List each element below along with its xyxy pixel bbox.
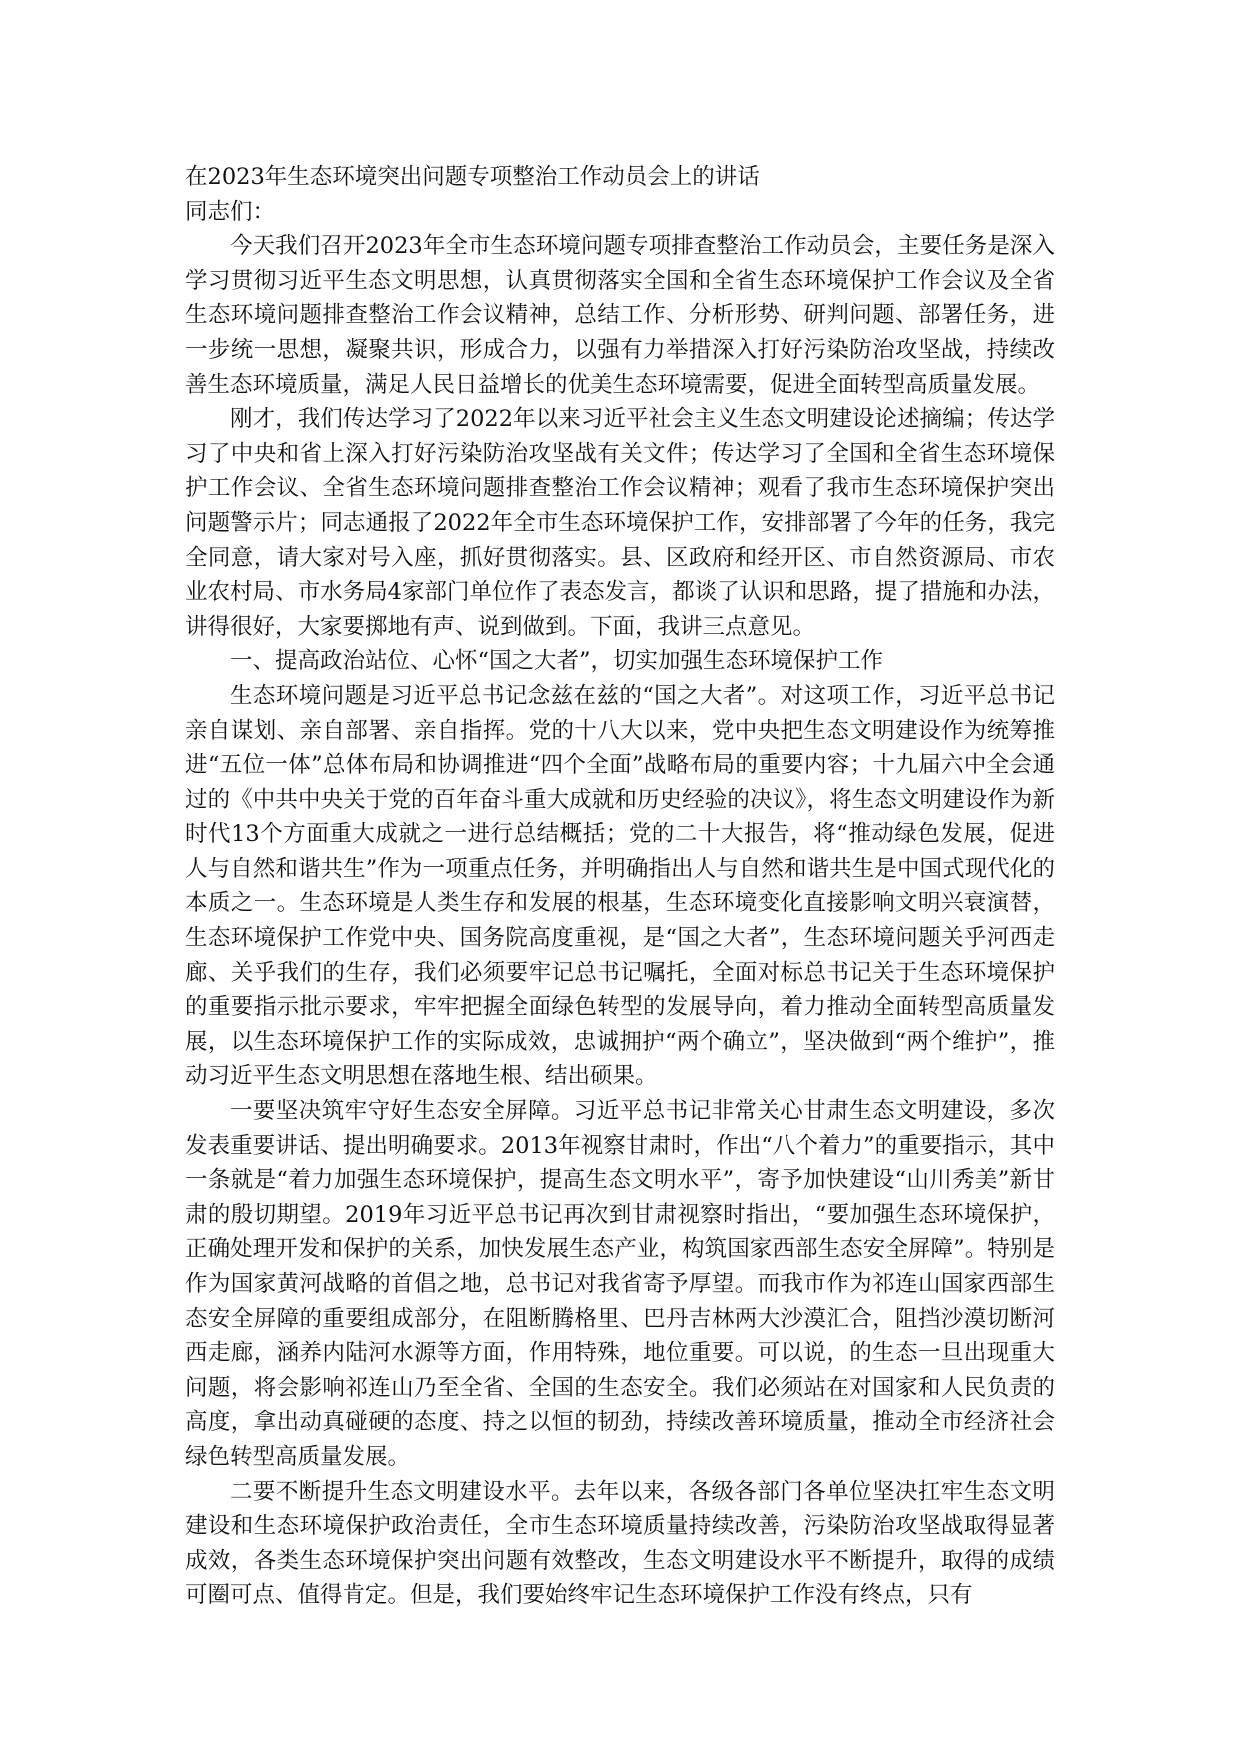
- paragraph-point-2: 二要不断提升生态文明建设水平。去年以来，各级各部门各单位坚决扛牢生态文明建设和生态环境保护政治责任，全市生态环境质量持续改善，污染防治攻坚战取得显著成效，各类生态环境保护突出问题有效整改，生态文明建设水平不断提升，取得的成绩可圈可点、值得肯定。但是，我们要始终牢记生态环境保护工作没有终点，只有: [185, 1478, 1055, 1609]
- paragraph-section-1-intro: 生态环境问题是习近平总书记念兹在兹的“国之大者”。对这项工作，习近平总书记亲自谋划、亲自部署、亲自指挥。党的十八大以来，党中央把生态文明建设作为统筹推进“五位一体”总体布局和协调推进“四个全面”战略布局的重要内容；十九届六中全会通过的《中共中央关于党的百年奋斗重大成就和历史经验的决议》，将生态文明建设作为新时代13个方面重大成就之一进行总结概括；党的二十大报告，将“推动绿色发展，促进人与自然和谐共生”作为一项重点任务，并明确指出人与自然和谐共生是中国式现代化的本质之一。生态环境是人类生存和发展的根基，生态环境变化直接影响文明兴衰演替，生态环境保护工作党中央、国务院高度重视，是“国之大者”，生态环境问题关乎河西走廊、关乎我们的生存，我们必须要牢记总书记嘱托，全面对标总书记关于生态环境保护的重要指示批示要求，牢牢把握全面绿色转型的发展导向，着力推动全面转型高质量发展，以生态环境保护工作的实际成效，忠诚拥护“两个确立”，坚决做到“两个维护”，推动习近平生态文明思想在落地生根、结出硕果。: [185, 682, 1055, 1090]
- document-body: [185, 160, 1055, 1613]
- paragraph-review: 刚才，我们传达学习了2022年以来习近平社会主义生态文明建设论述摘编；传达学习了中央和省上深入打好污染防治攻坚战有关文件；传达学习了全国和全省生态环境保护工作会议、全省生态环境问题排查整治工作会议精神；观看了我市生态环境保护突出问题警示片；同志通报了2022年全市生态环境保护工作，安排部署了今年的任务，我完全同意，请大家对号入座，抓好贯彻落实。县、区政府和经开区、市自然资源局、市农业农村局、市水务局4家部门单位作了表态发言，都谈了认识和思路，提了措施和办法，讲得很好，大家要掷地有声、说到做到。下面，我讲三点意见。: [185, 406, 1055, 640]
- paragraph-point-1: 一要坚决筑牢守好生态安全屏障。习近平总书记非常关心甘肃生态文明建设，多次发表重要讲话、提出明确要求。2013年视察甘肃时，作出“八个着力”的重要指示，其中一条就是“着力加强生态环境保护，提高生态文明水平”，寄予加快建设“山川秀美”新甘肃的殷切期望。2019年习近平总书记再次到甘肃视察时指出，“要加强生态环境保护，正确处理开发和保护的关系，加快发展生态产业，构筑国家西部生态安全屏障”。特别是作为国家黄河战略的首倡之地，总书记对我省寄予厚望。而我市作为祁连山国家西部生态安全屏障的重要组成部分，在阻断腾格里、巴丹吉林两大沙漠汇合，阻挡沙漠切断河西走廊，涵养内陆河水源等方面，作用特殊，地位重要。可以说，的生态一旦出现重大问题，将会影响祁连山乃至全省、全国的生态安全。我们必须站在对国家和人民负责的高度，拿出动真碰硬的态度、持之以恒的韧劲，持续改善环境质量，推动全市经济社会绿色转型高质量发展。: [185, 1098, 1055, 1470]
- salutation: 同志们：: [185, 198, 276, 225]
- section-heading-1: 一、提高政治站位、心怀“国之大者”，切实加强生态环境保护工作: [230, 648, 884, 675]
- paragraph-opening: 今天我们召开2023年全市生态环境问题专项排查整治工作动员会，主要任务是深入学习贯彻习近平生态文明思想，认真贯彻落实全国和全省生态环境保护工作会议及全省生态环境问题排查整治工作会议精神，总结工作、分析形势、研判问题、部署任务，进一步统一思想，凝聚共识，形成合力，以强有力举措深入打好污染防治攻坚战，持续改善生态环境质量，满足人民日益增长的优美生态环境需要，促进全面转型高质量发展。: [185, 233, 1055, 398]
- document-title: 在2023年生态环境突出问题专项整治工作动员会上的讲话: [185, 164, 760, 190]
